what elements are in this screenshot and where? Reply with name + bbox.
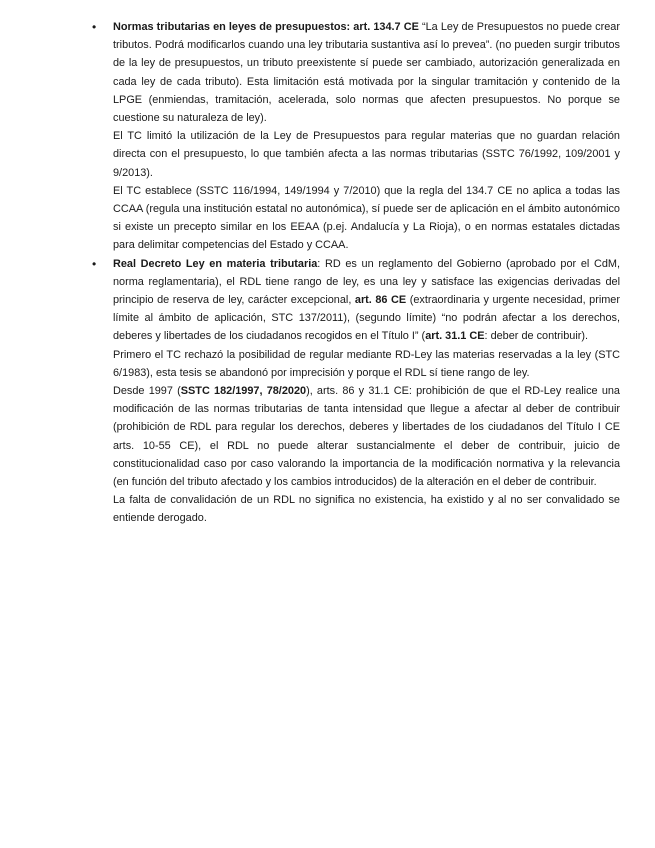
text-run: La falta de convalidación de un RDL no significa no existencia, ha existido y al no ser convalidado se entiende derogado. — [113, 494, 620, 525]
list-item — [92, 18, 620, 255]
paragraph — [113, 127, 620, 182]
text-run: : RD es un reglamento del Gobierno (aprobado por el CdM, norma reglamentaria), el RDL tiene rango de ley, es una ley y satisface las exigencias derivadas del principio de reserva de ley, carácter excepcional, — [113, 257, 620, 307]
bullet-icon: • — [92, 20, 97, 34]
text-run: Desde 1997 ( — [113, 385, 181, 398]
paragraph — [113, 346, 620, 382]
bullet-icon: • — [92, 256, 97, 271]
bold-reference: art. 86 CE — [354, 294, 407, 307]
bold-reference: art. 31.1 CE — [425, 330, 485, 343]
bold-reference: SSTC 182/1997, 78/2020 — [180, 385, 307, 398]
paragraph — [113, 382, 620, 491]
paragraph — [113, 182, 620, 255]
text-run: ), arts. 86 y 31.1 CE: prohibición de que el RD-Ley realice una modificación de las normas tributarias de tanta intensidad que llegue a afectar al deber de contribuir (prohibición de RDL para regular los derechos, deberes y libertades de los ciudadanos del Título I CE arts. 10-55 CE), el RDL no puede alterar sustancialmente el deber de contribuir, juicio de constitucionalidad caso por caso valorando la importancia de la modificación normativa y la relevancia (en función del tributo afectado y los cambios introducidos) de la alteración en el deber de contribuir. — [113, 385, 620, 489]
text-run: El TC establece (SSTC 116/1994, 149/1994 y 7/2010) que la regla del 134.7 CE no aplica a todas las CCAA (regula una institución estatal no autonómica), sí puede ser de aplicación en el ámbito autonómico si existe un precepto similar en los EEAA (p.ej. Andalucía y La Rioja), o en normas estatales dictadas para delimitar competencias del Estado y CCAA. — [113, 184, 620, 252]
list-item — [92, 255, 620, 528]
paragraph — [113, 491, 620, 527]
text-run: : deber de contribuir). — [484, 330, 589, 343]
text-run: “La Ley de Presupuestos no puede crear tributos. Podrá modificarlos cuando una ley tributaria sustantiva así lo prevea”. (no pueden surgir tributos de la ley de presupuestos, un tributo preexistente sí puede ser cambiado, autorización generalizada en cada ley de cada tributo). Esta limitación está motivada por la singular tramitación y contenido de la LPGE (enmiendas, tramitación, acelerada, solo normas que afecten presupuestos. No porque se cuestione su naturaleza de ley). — [113, 21, 620, 125]
heading-text: Normas tributarias en leyes de presupuestos: art. 134.7 CE — [113, 21, 419, 33]
document-body — [92, 18, 620, 528]
heading-text: Real Decreto Ley en materia tributaria — [113, 257, 318, 270]
text-run: Primero el TC rechazó la posibilidad de regular mediante RD-Ley las materias reservadas a la ley (STC 6/1983), esta tesis se abandonó por imprecisión y porque el RDL sí tiene rango de ley. — [113, 348, 620, 379]
text-run: El TC limitó la utilización de la Ley de Presupuestos para regular materias que no guardan relación directa con el presupuesto, lo que también afecta a las normas tributarias (SSTC 76/1992, 109/2001 y 9/2013). — [113, 130, 620, 179]
paragraph — [113, 255, 620, 346]
text-run: (extraordinaria y urgente necesidad, primer límite al ámbito de aplicación, STC 137/2011), (segundo límite) “no podrán afectar a los derechos, deberes y libertades de los ciudadanos recogidos en el Título I” ( — [113, 294, 620, 343]
paragraph — [113, 18, 620, 127]
